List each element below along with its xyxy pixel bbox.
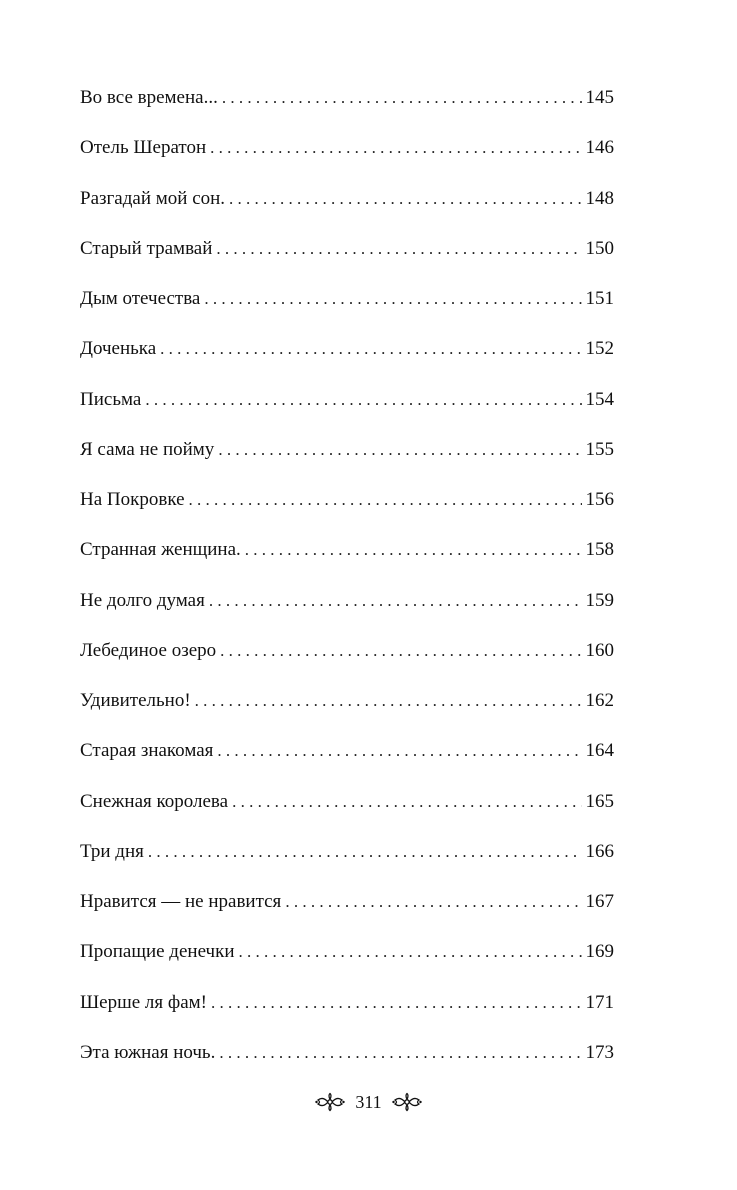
toc-entry [80, 84, 614, 134]
dot-leader [189, 486, 582, 514]
toc-entry-title: Эта южная ночь. [80, 1041, 216, 1063]
dot-leader [210, 134, 581, 162]
toc-entry-title: Доченька [80, 338, 157, 360]
dot-leader [222, 84, 582, 112]
toc-entry-page: 159 [585, 589, 614, 611]
page-footer [0, 1087, 737, 1117]
toc-entry-title: Пропащие денечки [80, 941, 235, 963]
toc-entry [80, 486, 614, 536]
dot-leader [245, 536, 582, 564]
dot-leader [285, 888, 581, 916]
toc-entry [80, 235, 614, 285]
toc-entry-title: Во все времена... [80, 87, 218, 108]
toc-entry [80, 436, 614, 486]
toc-entry-title: Старая знакомая [80, 740, 214, 762]
page-number: 311 [355, 1091, 382, 1112]
dot-leader [239, 938, 582, 966]
dot-leader [229, 185, 581, 213]
toc-entry-page: 171 [585, 991, 614, 1013]
dot-leader [209, 587, 582, 615]
dot-leader [160, 335, 581, 363]
toc-entry [80, 536, 614, 586]
dot-leader [220, 637, 581, 665]
toc-entry-title: Снежная королева [80, 790, 229, 812]
toc-entry [80, 838, 614, 888]
toc-entry-page: 148 [585, 187, 614, 209]
toc-entry [80, 335, 614, 385]
toc-entry [80, 587, 614, 637]
toc-entry-page: 155 [585, 438, 614, 460]
dot-leader [218, 436, 581, 464]
toc-entry-title: Я сама не пойму [80, 438, 215, 460]
table-of-contents [80, 84, 614, 1089]
toc-entry [80, 687, 614, 737]
toc-entry [80, 386, 614, 436]
toc-entry-title: Старый трамвай [80, 237, 213, 259]
toc-entry-title: Дым отечества [80, 288, 201, 309]
toc-entry-page: 167 [585, 891, 614, 912]
dot-leader [217, 737, 581, 765]
toc-entry-page: 150 [585, 237, 614, 259]
toc-entry-page: 158 [585, 539, 614, 561]
toc-entry-page: 166 [585, 840, 614, 862]
dot-leader [204, 285, 581, 313]
toc-entry-page: 152 [585, 338, 614, 360]
toc-entry-title: Лебединое озеро [80, 639, 217, 661]
toc-entry [80, 134, 614, 184]
dot-leader [219, 1039, 581, 1067]
flourish-ornament-icon [392, 1092, 422, 1112]
dot-leader [211, 989, 582, 1017]
toc-entry [80, 989, 614, 1039]
toc-entry [80, 938, 614, 988]
dot-leader [148, 838, 582, 866]
toc-entry-page: 146 [585, 137, 614, 159]
toc-entry-page: 165 [585, 790, 614, 812]
toc-entry-page: 162 [585, 690, 614, 711]
toc-entry-title: Удивительно! [80, 690, 191, 711]
toc-entry [80, 888, 614, 938]
dot-leader [232, 788, 581, 816]
toc-entry-title: Три дня [80, 840, 144, 862]
toc-entry-page: 154 [585, 388, 614, 410]
toc-entry-page: 151 [585, 288, 614, 309]
toc-entry [80, 185, 614, 235]
toc-entry-title: На Покровке [80, 489, 185, 510]
toc-entry-page: 156 [585, 489, 614, 510]
toc-entry-page: 164 [585, 740, 614, 762]
toc-entry-title: Письма [80, 388, 142, 410]
dot-leader [216, 235, 581, 263]
toc-entry [80, 788, 614, 838]
toc-entry-page: 160 [585, 639, 614, 661]
flourish-ornament-icon [315, 1092, 345, 1112]
dot-leader [145, 386, 581, 414]
toc-entry [80, 737, 614, 787]
toc-entry [80, 285, 614, 335]
dot-leader [195, 687, 582, 715]
toc-entry-page: 169 [585, 941, 614, 963]
toc-entry-title: Шерше ля фам! [80, 991, 207, 1013]
toc-entry [80, 637, 614, 687]
toc-entry-title: Не долго думая [80, 589, 205, 611]
toc-entry-page: 145 [585, 87, 614, 108]
toc-entry-title: Странная женщина. [80, 539, 241, 561]
toc-entry-title: Нравится — не нравится [80, 891, 282, 912]
toc-entry-title: Отель Шератон [80, 137, 207, 159]
toc-entry [80, 1039, 614, 1089]
toc-entry-title: Разгадай мой сон. [80, 187, 226, 209]
toc-entry-page: 173 [585, 1041, 614, 1063]
